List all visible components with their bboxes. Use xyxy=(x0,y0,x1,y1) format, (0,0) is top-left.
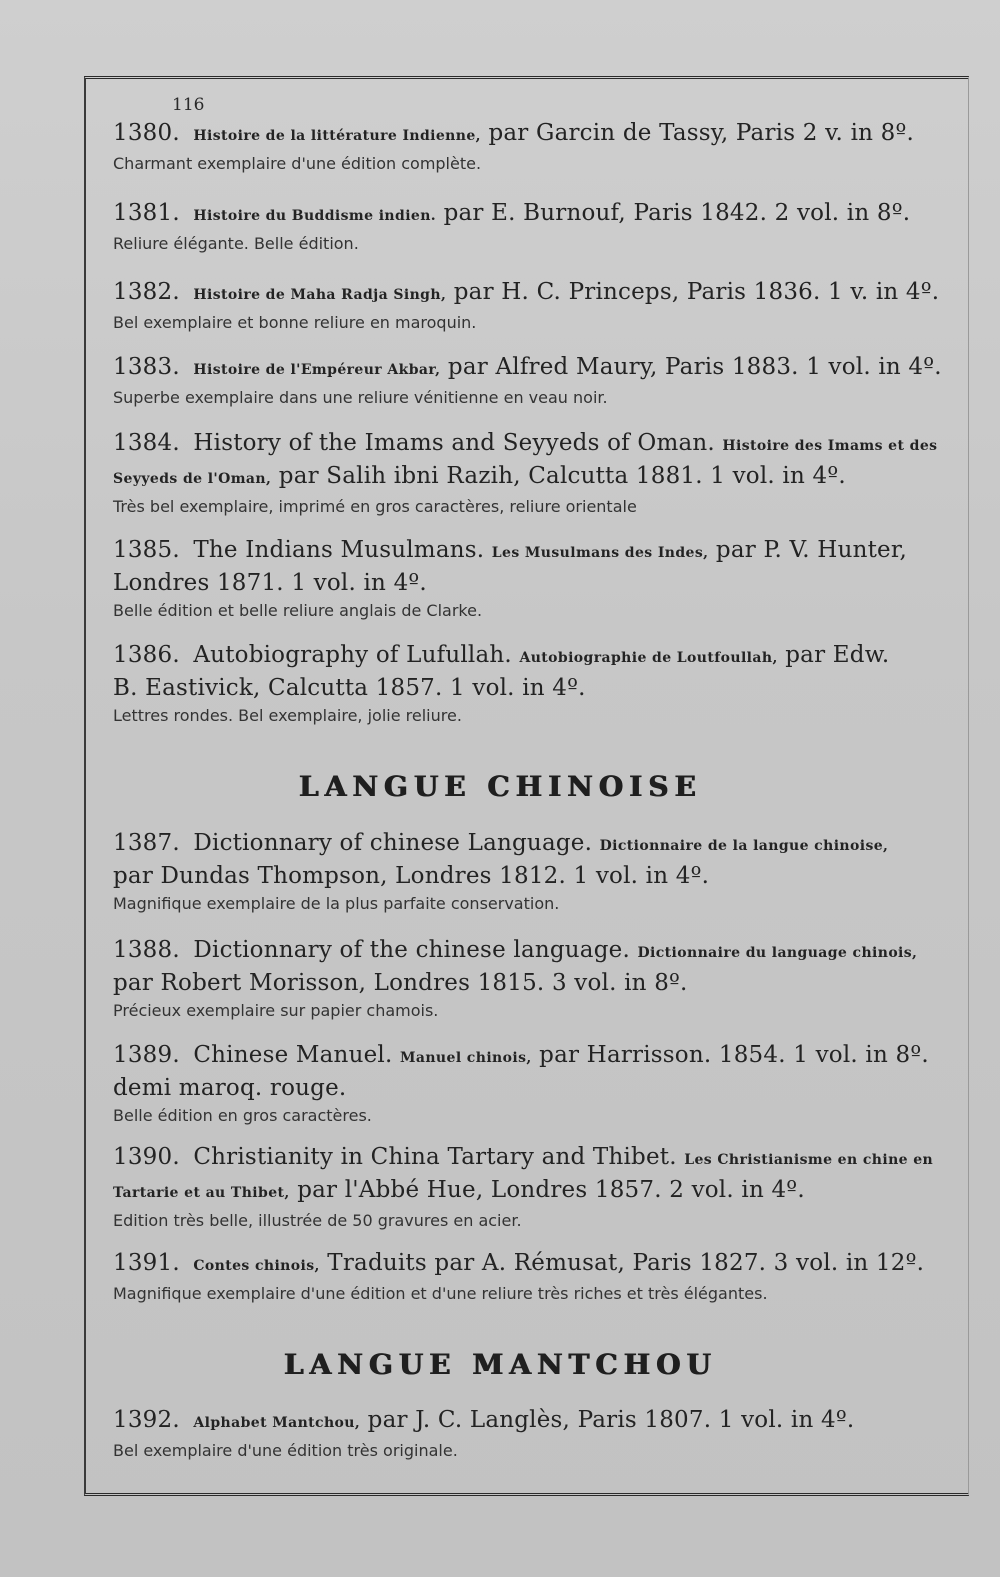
entry-number: 1382. xyxy=(113,279,180,305)
catalogue-entry-1389 xyxy=(113,1040,953,1127)
entry-title-line xyxy=(113,1040,953,1073)
entry-english-title: Christianity in China Tartary and Thibet. xyxy=(193,1144,677,1170)
entry-french-title: Histoire des Imams et des xyxy=(722,438,938,454)
entry-french-title: Dictionnaire du language chinois, xyxy=(637,945,918,961)
entry-note: Bel exemplaire d'une édition très originale. xyxy=(113,1441,458,1460)
entry-title-line xyxy=(113,1405,953,1438)
entry-details: par l'Abbé Hue, Londres 1857. 2 vol. in 4º. xyxy=(297,1177,805,1203)
section-heading-chinese: LANGUE CHINOISE xyxy=(298,770,702,803)
catalogue-entry-1392 xyxy=(113,1405,953,1462)
entry-note: Lettres rondes. Bel exemplaire, jolie reliure. xyxy=(113,706,462,725)
entry-title-line xyxy=(113,118,953,151)
entry-number: 1389. xyxy=(113,1042,180,1068)
entry-details: par Edw. xyxy=(785,642,890,668)
catalogue-entry-1380 xyxy=(113,118,953,175)
entry-note: Précieux exemplaire sur papier chamois. xyxy=(113,1001,439,1020)
entry-title-line xyxy=(113,277,953,310)
entry-number: 1390. xyxy=(113,1144,180,1170)
entry-number: 1380. xyxy=(113,120,180,146)
entry-title-line xyxy=(113,935,953,968)
entry-french-title: Manuel chinois, xyxy=(399,1050,532,1066)
entry-english-title: Dictionnary of chinese Language. xyxy=(193,830,593,856)
catalogue-entry-1385 xyxy=(113,535,953,622)
catalogue-entry-1387 xyxy=(113,828,953,915)
catalogue-entry-1390 xyxy=(113,1142,953,1232)
entry-french-title: Dictionnaire de la langue chinoise, xyxy=(599,838,889,854)
entry-details: par H. C. Princeps, Paris 1836. 1 v. in 4º. xyxy=(453,279,940,305)
entry-continuation-line: demi maroq. rouge. xyxy=(113,1075,347,1101)
entry-title-line xyxy=(113,428,953,461)
entry-details: par J. C. Langlès, Paris 1807. 1 vol. in 4º. xyxy=(367,1407,855,1433)
entry-details: Traduits par A. Rémusat, Paris 1827. 3 vol. in 12º. xyxy=(327,1250,925,1276)
entry-english-title: Chinese Manuel. xyxy=(193,1042,393,1068)
catalogue-entry-1391 xyxy=(113,1248,953,1305)
catalogue-entry-1384 xyxy=(113,428,953,518)
entry-note: Belle édition et belle reliure anglais de Clarke. xyxy=(113,601,483,620)
entry-note: Edition très belle, illustrée de 50 gravures en acier. xyxy=(113,1211,522,1230)
entry-continuation-line: par Robert Morisson, Londres 1815. 3 vol. in 8º. xyxy=(113,970,688,996)
entry-number: 1384. xyxy=(113,430,180,456)
entry-french-title-cont: Seyyeds de l'Oman, xyxy=(113,471,272,487)
catalogue-entry-1388 xyxy=(113,935,953,1022)
entry-number: 1388. xyxy=(113,937,180,963)
entry-french-title: Histoire de l'Empéreur Akbar, xyxy=(193,362,441,378)
entry-continuation-line xyxy=(113,1175,953,1208)
entry-note: Très bel exemplaire, imprimé en gros caractères, reliure orientale xyxy=(113,497,637,516)
entry-french-title: Contes chinois, xyxy=(193,1258,320,1274)
entry-note: Bel exemplaire et bonne reliure en maroquin. xyxy=(113,313,477,332)
entry-continuation-line: Londres 1871. 1 vol. in 4º. xyxy=(113,570,427,596)
page-number: 116 xyxy=(172,95,205,115)
entry-continuation-line: B. Eastivick, Calcutta 1857. 1 vol. in 4º. xyxy=(113,675,586,701)
entry-english-title: Autobiography of Lufullah. xyxy=(193,642,512,668)
entry-english-title: The Indians Musulmans. xyxy=(193,537,485,563)
entry-continuation-line: par Dundas Thompson, Londres 1812. 1 vol. in 4º. xyxy=(113,863,710,889)
entry-french-title: Histoire de la littérature Indienne, xyxy=(193,128,481,144)
entry-english-title: Dictionnary of the chinese language. xyxy=(193,937,630,963)
entry-number: 1392. xyxy=(113,1407,180,1433)
entry-french-title: Les Christianisme en chine en xyxy=(684,1152,934,1168)
entry-number: 1381. xyxy=(113,200,180,226)
entry-number: 1391. xyxy=(113,1250,180,1276)
entry-details: par Garcin de Tassy, Paris 2 v. in 8º. xyxy=(488,120,915,146)
entry-details: par P. V. Hunter, xyxy=(715,537,908,563)
entry-title-line xyxy=(113,640,953,673)
entry-french-title-cont: Tartarie et au Thibet, xyxy=(113,1185,290,1201)
entry-title-line xyxy=(113,1248,953,1281)
entry-french-title: Histoire de Maha Radja Singh, xyxy=(193,287,447,303)
entry-french-title: Histoire du Buddisme indien. xyxy=(193,208,437,224)
entry-french-title: Alphabet Mantchou, xyxy=(193,1415,361,1431)
entry-title-line xyxy=(113,1142,953,1175)
catalogue-entry-1381 xyxy=(113,198,953,255)
entry-number: 1383. xyxy=(113,354,180,380)
entry-note: Magnifique exemplaire de la plus parfaite conservation. xyxy=(113,894,560,913)
entry-note: Reliure élégante. Belle édition. xyxy=(113,234,359,253)
entry-details: par Harrisson. 1854. 1 vol. in 8º. xyxy=(539,1042,929,1068)
entry-note: Superbe exemplaire dans une reliure vénitienne en veau noir. xyxy=(113,388,608,407)
entry-title-line xyxy=(113,198,953,231)
entry-number: 1387. xyxy=(113,830,180,856)
entry-french-title: Autobiographie de Loutfoullah, xyxy=(519,650,778,666)
entry-title-line xyxy=(113,535,953,568)
entry-english-title: History of the Imams and Seyyeds of Oman. xyxy=(193,430,715,456)
entry-note: Magnifique exemplaire d'une édition et d'une reliure très riches et très élégantes. xyxy=(113,1284,768,1303)
catalogue-entry-1386 xyxy=(113,640,953,727)
catalogue-entry-1383 xyxy=(113,352,953,409)
entry-title-line xyxy=(113,352,953,385)
entry-title-line xyxy=(113,828,953,861)
entry-details: par Salih ibni Razih, Calcutta 1881. 1 vol. in 4º. xyxy=(278,463,846,489)
entry-note: Charmant exemplaire d'une édition complète. xyxy=(113,154,482,173)
entry-number: 1386. xyxy=(113,642,180,668)
entry-details: par Alfred Maury, Paris 1883. 1 vol. in 4º. xyxy=(447,354,942,380)
entry-french-title: Les Musulmans des Indes, xyxy=(491,545,709,561)
section-heading-mantchou: LANGUE MANTCHOU xyxy=(283,1348,717,1381)
catalogue-entry-1382 xyxy=(113,277,953,334)
entry-details: par E. Burnouf, Paris 1842. 2 vol. in 8º. xyxy=(443,200,911,226)
entry-continuation-line xyxy=(113,461,953,494)
entry-number: 1385. xyxy=(113,537,180,563)
entry-note: Belle édition en gros caractères. xyxy=(113,1106,372,1125)
